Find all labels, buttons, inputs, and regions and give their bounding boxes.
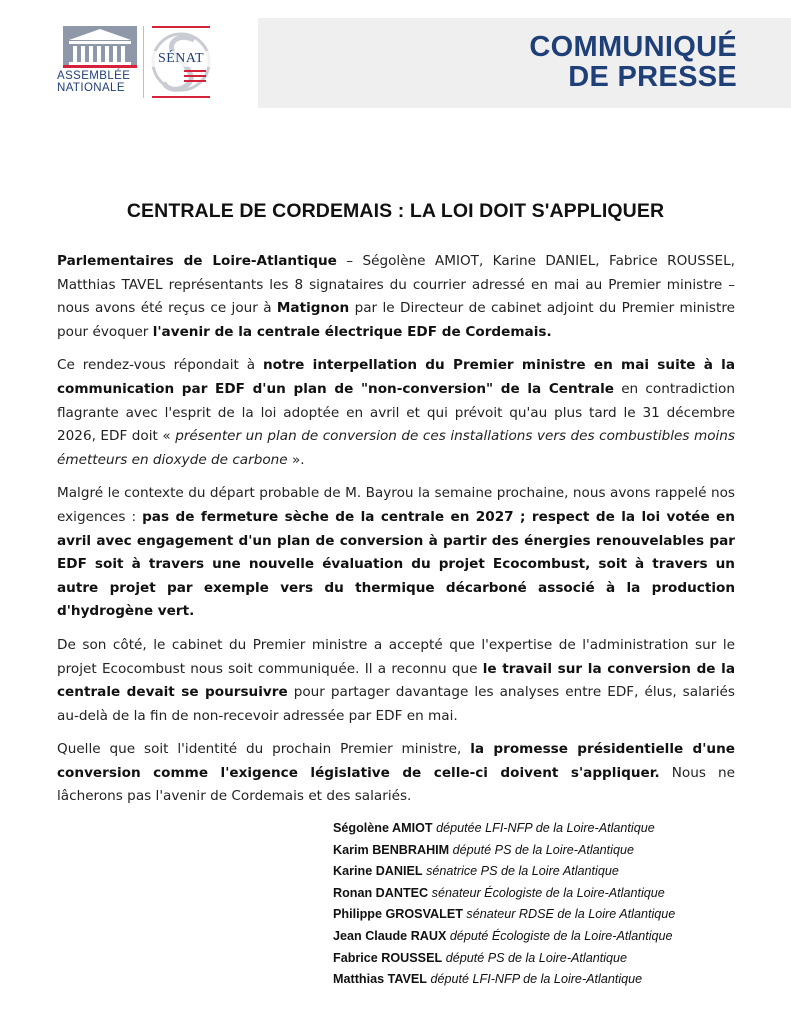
assemblee-line2: NATIONALE xyxy=(57,82,125,94)
text-segment: par le Directeur de cabinet adjoint du Premier ministre pour évoquer xyxy=(57,300,735,340)
assemblee-nationale-logo xyxy=(57,26,143,104)
text-segment: Quelle que soit l'identité du prochain Premier ministre, xyxy=(57,741,471,758)
signatory-role: député PS de la Loire-Atlantique xyxy=(445,950,628,965)
signatory-name: Matthias TAVEL xyxy=(333,972,427,987)
paragraph xyxy=(57,738,735,809)
signatory-role: député PS de la Loire-Atlantique xyxy=(452,842,634,857)
text-segment: Matignon xyxy=(276,300,350,317)
senat-logo xyxy=(148,24,218,100)
text-segment: pour partager davantage les analyses entre EDF, élus, salariés au-delà de la fin de non-recevoir adressée par EDF en mai. xyxy=(57,684,735,724)
text-segment: l'avenir de la centrale électrique EDF de Cordemais. xyxy=(152,323,552,340)
signatory-name: Ségolène AMIOT xyxy=(333,821,433,835)
paragraph xyxy=(57,354,735,472)
signatory xyxy=(333,948,753,970)
signatory xyxy=(333,840,753,862)
signatory-name: Fabrice ROUSSEL xyxy=(333,950,443,965)
signatory-role: député Écologiste de la Loire-Atlantique xyxy=(449,928,673,943)
press-title-line1: COMMUNIQUÉ xyxy=(529,31,737,63)
assemblee-line1: ASSEMBLÉE xyxy=(57,70,131,82)
signatories-list xyxy=(333,818,753,991)
signatory-role: sénateur Écologiste de la Loire-Atlantique xyxy=(431,885,665,900)
paragraph xyxy=(57,482,735,624)
signatory xyxy=(333,926,753,948)
senat-wordmark: SÉNAT xyxy=(148,51,214,67)
assemblee-nationale-icon xyxy=(63,26,137,68)
signatory-role: député LFI-NFP de la Loire-Atlantique xyxy=(430,972,643,987)
paragraph xyxy=(57,634,735,728)
press-title-line2: DE PRESSE xyxy=(568,61,737,93)
text-segment: la promesse présidentielle d'une conversion comme l'exigence législative de celle-ci doivent s'appliquer. xyxy=(57,741,735,781)
logo-divider xyxy=(143,26,144,98)
signatory-role: députée LFI-NFP de la Loire-Atlantique xyxy=(436,821,655,835)
signatory-role: sénatrice PS de la Loire Atlantique xyxy=(426,864,619,879)
body-text xyxy=(57,250,735,819)
signatory xyxy=(333,904,753,926)
signatory xyxy=(333,883,753,905)
text-segment: en contradiction flagrante avec l'esprit de la loi adoptée en avril et qui prévoit qu'au plus tard le 31 décembre 2026, EDF doit « xyxy=(57,380,735,445)
signatory-name: Philippe GROSVALET xyxy=(333,907,463,922)
text-segment: Parlementaires de Loire-Atlantique xyxy=(57,253,337,269)
signatory-name: Jean Claude RAUX xyxy=(333,928,447,943)
text-segment: Ce rendez-vous répondait à xyxy=(57,357,263,374)
text-segment: présenter un plan de conversion de ces installations vers des combustibles moins émetteurs en dioxyde de carbone xyxy=(57,428,735,468)
signatory-role: sénateur RDSE de la Loire Atlantique xyxy=(466,907,676,922)
signatory xyxy=(333,861,753,883)
text-segment: le travail sur la conversion de la centrale devait se poursuivre xyxy=(57,660,736,701)
text-segment: – Ségolène AMIOT, Karine DANIEL, Fabrice ROUSSEL, Matthias TAVEL représentants les 8 signataires du courrier adressé en mai au Premier ministre – nous avons été reçus ce jour à xyxy=(57,253,735,317)
signatory-name: Karine DANIEL xyxy=(333,864,423,879)
signatory-name: Karim BENBRAHIM xyxy=(333,842,450,857)
text-segment: ». xyxy=(287,451,305,468)
paragraph xyxy=(57,250,735,344)
text-segment: pas de fermeture sèche de la centrale en 2027 ; respect de la loi votée en avril avec engagement d'un plan de conversion à partir des énergies renouvelables par EDF soit à travers une nouvelle évaluation du projet Ecocombust, soit à travers un autre projet par exemple vers du thermique décarboné associé à la production d'hydrogène vert. xyxy=(57,508,735,620)
press-title xyxy=(529,32,737,92)
text-segment: notre interpellation du Premier ministre en mai suite à la communication par EDF d'un plan de "non-conversion" de la Centrale xyxy=(57,357,736,397)
signatory-name: Ronan DANTEC xyxy=(333,885,429,900)
signatory xyxy=(333,818,753,840)
document-title: CENTRALE DE CORDEMAIS : LA LOI DOIT S'APPLIQUER xyxy=(126,200,665,222)
text-segment: Nous ne lâcherons pas l'avenir de Cordemais et des salariés. xyxy=(57,764,735,805)
signatory xyxy=(333,969,753,991)
text-segment: Malgré le contexte du départ probable de M. Bayrou la semaine prochaine, nous avons rappelé nos exigences : xyxy=(57,485,735,525)
text-segment: De son côté, le cabinet du Premier ministre a accepté que l'expertise de l'administration sur le projet Ecocombust nous soit communiquée. Il a reconnu que xyxy=(57,636,735,677)
